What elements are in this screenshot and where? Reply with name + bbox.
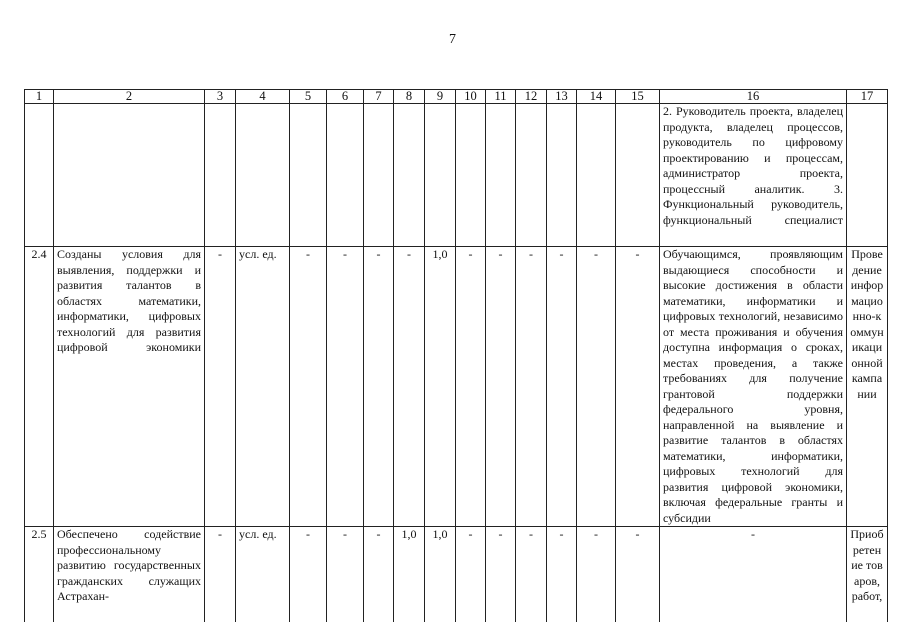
data-table — [24, 89, 888, 622]
column-header: 14 — [577, 90, 616, 104]
description-cell: Созданы условия для выявления, поддержки и развития талантов в областях математики, информатики, цифровых технологий для развития цифровой экономики — [54, 247, 205, 527]
table-header-row — [25, 90, 888, 104]
table-cell: - — [616, 527, 660, 622]
table-cell: - — [577, 527, 616, 622]
table-cell: - — [486, 527, 516, 622]
table-cell — [425, 104, 456, 247]
table-cell: - — [364, 527, 394, 622]
unit-cell: усл. ед. — [236, 527, 290, 622]
measure-cell: Приобретение товаров, работ, — [847, 527, 888, 622]
row-number-cell: 2.4 — [25, 247, 54, 527]
unit-cell — [236, 104, 290, 247]
table-cell: - — [327, 527, 364, 622]
row-number-cell — [25, 104, 54, 247]
column-header: 11 — [486, 90, 516, 104]
table-row — [25, 104, 888, 247]
table-cell — [486, 104, 516, 247]
column-header: 2 — [54, 90, 205, 104]
column-header: 7 — [364, 90, 394, 104]
column-header: 6 — [327, 90, 364, 104]
table-cell: - — [394, 247, 425, 527]
table-row — [25, 527, 888, 622]
table-cell: - — [456, 247, 486, 527]
table-cell: - — [327, 247, 364, 527]
column-header: 17 — [847, 90, 888, 104]
column-header: 1 — [25, 90, 54, 104]
description-cell: Обеспечено содействие профессиональному развитию государственных гражданских служащих Астрахан- — [54, 527, 205, 622]
table-cell — [547, 104, 577, 247]
table-cell — [577, 104, 616, 247]
table-cell — [364, 104, 394, 247]
table-row — [25, 247, 888, 527]
description-cell — [54, 104, 205, 247]
table-cell: 1,0 — [394, 527, 425, 622]
table-cell: - — [205, 247, 236, 527]
table-cell — [327, 104, 364, 247]
table-cell: - — [516, 527, 547, 622]
table-cell — [205, 104, 236, 247]
column-header: 4 — [236, 90, 290, 104]
measure-cell — [847, 104, 888, 247]
measure-cell: Проведение информационно-коммуникационной кампании — [847, 247, 888, 527]
table-cell: - — [547, 527, 577, 622]
table-cell: - — [577, 247, 616, 527]
table-cell: - — [486, 247, 516, 527]
column-header: 16 — [660, 90, 847, 104]
table-cell: - — [547, 247, 577, 527]
result-description-cell: - — [660, 527, 847, 622]
table-cell: - — [456, 527, 486, 622]
table-cell — [394, 104, 425, 247]
row-number-cell: 2.5 — [25, 527, 54, 622]
table-cell: - — [205, 527, 236, 622]
table-cell: - — [616, 247, 660, 527]
table-cell: - — [516, 247, 547, 527]
table-cell — [456, 104, 486, 247]
table-cell — [290, 104, 327, 247]
column-header: 5 — [290, 90, 327, 104]
table-cell — [516, 104, 547, 247]
table-cell: - — [364, 247, 394, 527]
column-header: 13 — [547, 90, 577, 104]
column-header: 8 — [394, 90, 425, 104]
column-header: 10 — [456, 90, 486, 104]
table-cell: 1,0 — [425, 247, 456, 527]
table-cell: - — [290, 247, 327, 527]
result-description-cell: Обучающимся, проявляющим выдающиеся способности и высокие достижения в области математики, информатики и цифровых технологий, независимо от места проживания и обучения доступна информация о сроках, местах проведения, а также требованиях для получение грантовой поддержки федерального уровня, направленной на выявление и развитие талантов в областях математики, информатики, цифровых технологий для развития цифровой экономики, включая федеральные гранты и субсидии — [660, 247, 847, 527]
column-header: 15 — [616, 90, 660, 104]
page-number: 7 — [449, 32, 456, 47]
column-header: 9 — [425, 90, 456, 104]
column-header: 3 — [205, 90, 236, 104]
table-cell: 1,0 — [425, 527, 456, 622]
table-cell — [616, 104, 660, 247]
table-cell: - — [290, 527, 327, 622]
unit-cell: усл. ед. — [236, 247, 290, 527]
result-description-cell: 2. Руководитель проекта, владелец продукта, владелец процессов, руководитель по цифровому проектированию и процессам, администратор проекта, процессный аналитик. 3. Функциональный руководитель, функциональный специалист — [660, 104, 847, 247]
column-header: 12 — [516, 90, 547, 104]
